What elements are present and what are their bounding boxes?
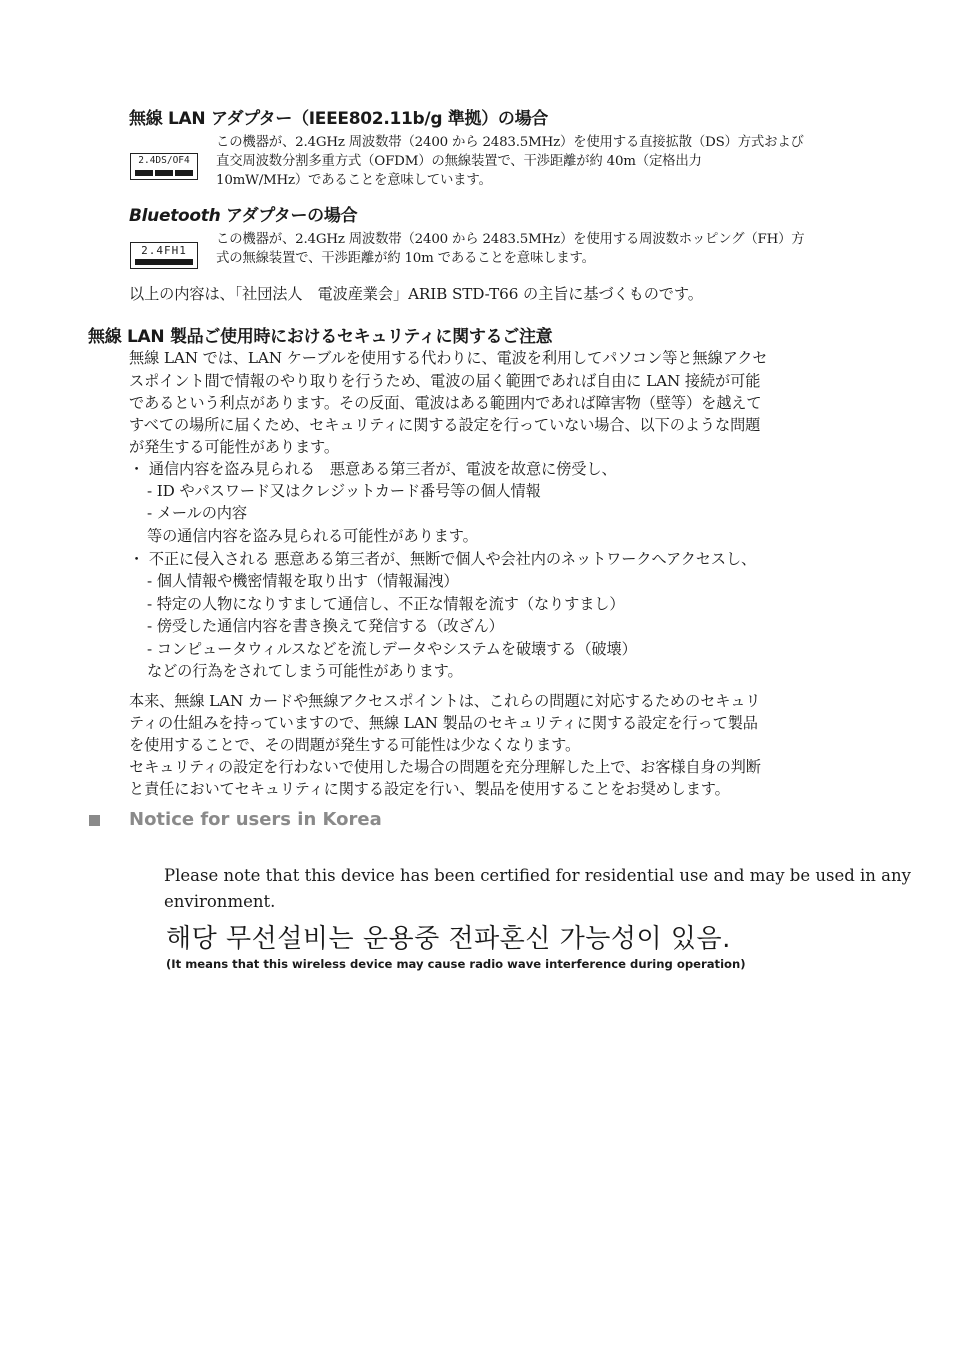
bluetooth-heading-italic: Bluetooth xyxy=(129,206,221,226)
bluetooth-heading xyxy=(129,201,357,226)
bluetooth-badge-icon xyxy=(130,242,198,269)
korea-korean-notice: 해당 무선설비는 운용중 전파혼신 가능성이 있음. xyxy=(166,924,731,954)
wlan-badge-icon xyxy=(130,153,198,180)
square-bullet-icon xyxy=(89,815,100,826)
arib-note: 以上の内容は、「社団法人 電波産業会」ARIB STD-T66 の主旨に基づくものです。 xyxy=(129,285,703,303)
korea-heading: Notice for users in Korea xyxy=(129,809,382,830)
wlan-badge-label: 2.4DS/OF4 xyxy=(138,155,190,166)
security-heading: 無線 LAN 製品ご使用時におけるセキュリティに関するご注意 xyxy=(88,327,553,347)
bluetooth-heading-rest: アダプターの場合 xyxy=(220,206,358,226)
korea-translation: (It means that this wireless device may cause radio wave interference during operation) xyxy=(166,957,746,971)
wlan-heading: 無線 LAN アダプター（IEEE802.11b/g 準拠）の場合 xyxy=(129,109,549,129)
bluetooth-badge-label: 2.4FH1 xyxy=(141,244,187,257)
